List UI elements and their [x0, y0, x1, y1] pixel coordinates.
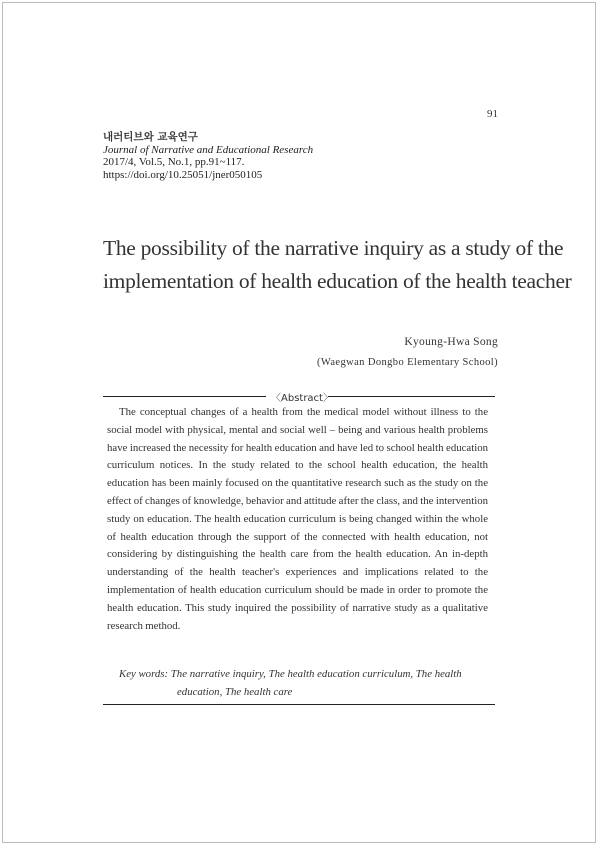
keywords: [107, 666, 492, 702]
journal-english-name: Journal of Narrative and Educational Research: [103, 143, 314, 156]
page-number: 91: [487, 108, 498, 120]
article-title: [103, 232, 572, 298]
keywords-label: Key words:: [119, 668, 169, 680]
abstract-rule-right: [328, 396, 495, 397]
abstract-heading-label: 〈Abstract〉: [271, 393, 333, 404]
journal-korean-name: 내러티브와 교육연구: [103, 131, 198, 143]
abstract-bottom-rule: [103, 704, 495, 705]
abstract-rule-left: [103, 396, 266, 397]
abstract-text: The conceptual changes of a health from the medical model without illness to the social model with physical, mental and social well – being and various health problems have increased the necessity for health education and have led to school health education curriculum notices. In the study related to the school health education, the health education has been mainly focused on the quantitative research such as the study on the effect of changes of knowledge, behavior and attitude after the class, and the intervention study on education. The health education curriculum is being changed within the whole of health education through the support of the connected with health education, not considering by distinguishing the health care from the health education. An in-depth understanding of the health teacher's experiences and implications related to the implementation of health education curriculum should be made in order to promote the health education. This study inquired the possibility of narrative study as a qualitative research method.: [107, 406, 488, 632]
author-affiliation: (Waegwan Dongbo Elementary School): [317, 357, 498, 368]
abstract-heading: [103, 389, 495, 404]
keywords-line-2: education, The health care: [177, 685, 293, 698]
author-name: Kyoung-Hwa Song: [404, 336, 498, 348]
article-title-line-1: The possibility of the narrative inquiry as a study of the: [103, 236, 564, 260]
journal-doi[interactable]: https://doi.org/10.25051/jner050105: [103, 168, 263, 181]
journal-info: [103, 131, 313, 181]
keywords-line-1: The narrative inquiry, The health education curriculum, The health: [170, 668, 462, 680]
article-title-line-2: implementation of health education of the health teacher: [103, 269, 572, 293]
journal-issue: 2017/4, Vol.5, No.1, pp.91~117.: [103, 156, 245, 169]
